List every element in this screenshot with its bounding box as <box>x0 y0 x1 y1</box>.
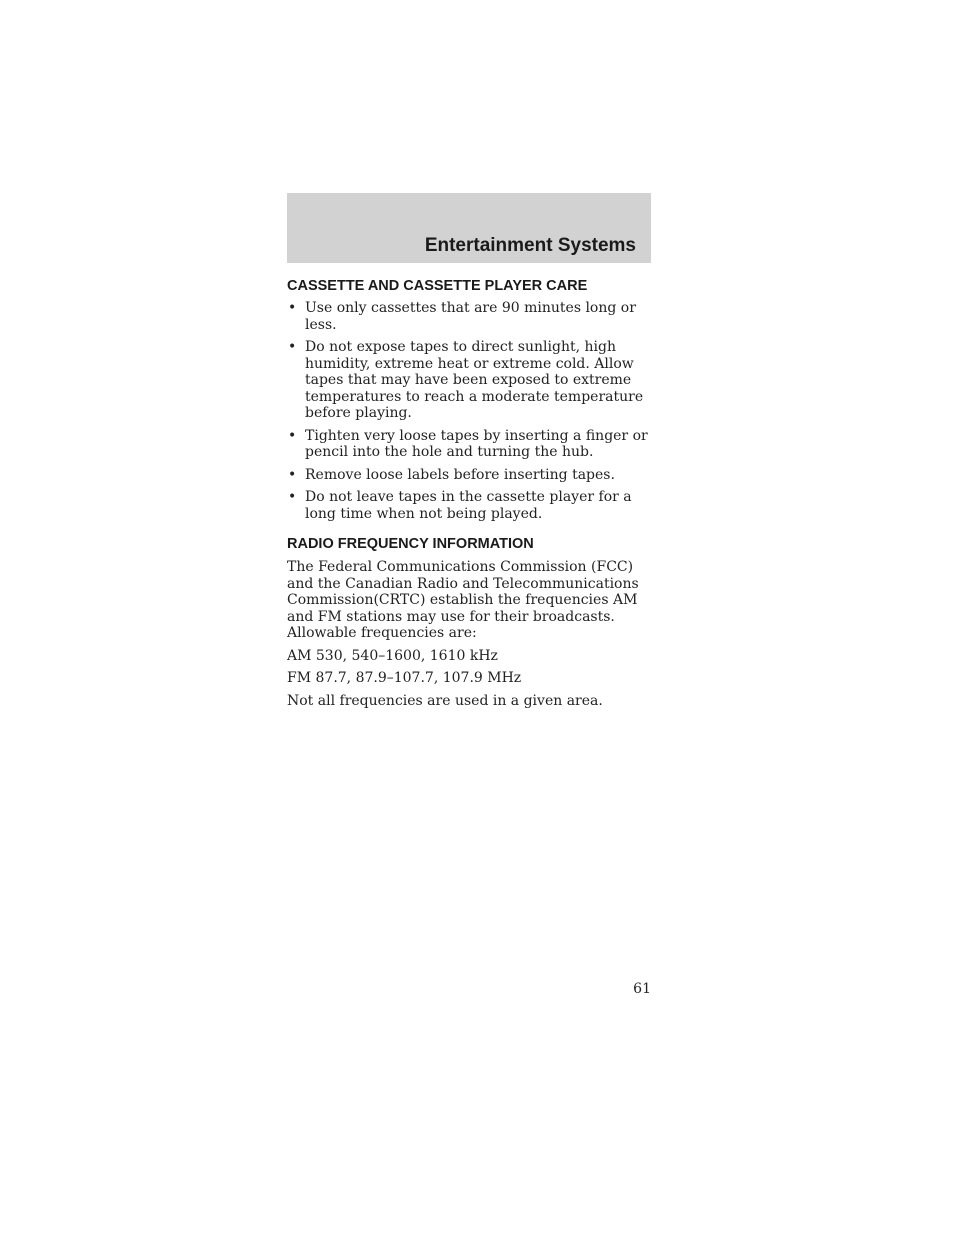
list-item <box>287 467 651 484</box>
bullet-icon: • <box>288 300 297 316</box>
cassette-care-list <box>287 300 651 522</box>
bullet-icon: • <box>288 339 297 355</box>
page-number: 61 <box>633 981 651 997</box>
radio-frequency-heading: RADIO FREQUENCY INFORMATION <box>287 536 534 552</box>
list-item-text: Remove loose labels before inserting tapes. <box>305 466 615 483</box>
list-item <box>287 339 651 422</box>
bullet-icon: • <box>288 489 297 505</box>
radio-frequency-intro: The Federal Communications Commission (FCC) and the Canadian Radio and Telecommunications Commission(CRTC) establish the frequencies AM and FM stations may use for their broadcasts. Allowable frequencies are: <box>287 559 639 641</box>
list-item-text: Use only cassettes that are 90 minutes long or less. <box>305 300 636 333</box>
list-item <box>287 428 651 461</box>
list-item <box>287 489 651 522</box>
section-title: Entertainment Systems <box>424 235 636 256</box>
list-item-text: Do not expose tapes to direct sunlight, high humidity, extreme heat or extreme cold. Allow tapes that may have been exposed to extreme temperatures to reach a moderate temperature before playing. <box>305 339 644 421</box>
bullet-icon: • <box>288 427 297 444</box>
list-item <box>287 300 651 333</box>
page-content <box>287 277 651 715</box>
list-item-text: Do not leave tapes in the cassette player for a long time when not being played. <box>305 489 632 522</box>
bullet-icon: • <box>288 466 297 483</box>
am-frequencies: AM 530, 540–1600, 1610 kHz <box>287 647 498 664</box>
cassette-care-heading: CASSETTE AND CASSETTE PLAYER CARE <box>287 278 588 294</box>
section-header-band <box>287 193 651 263</box>
radio-frequency-section <box>287 535 651 709</box>
frequency-note: Not all frequencies are used in a given area. <box>287 692 603 709</box>
fm-frequencies: FM 87.7, 87.9–107.7, 107.9 MHz <box>287 670 522 686</box>
list-item-text: Tighten very loose tapes by inserting a finger or pencil into the hole and turning the hub. <box>305 427 648 460</box>
